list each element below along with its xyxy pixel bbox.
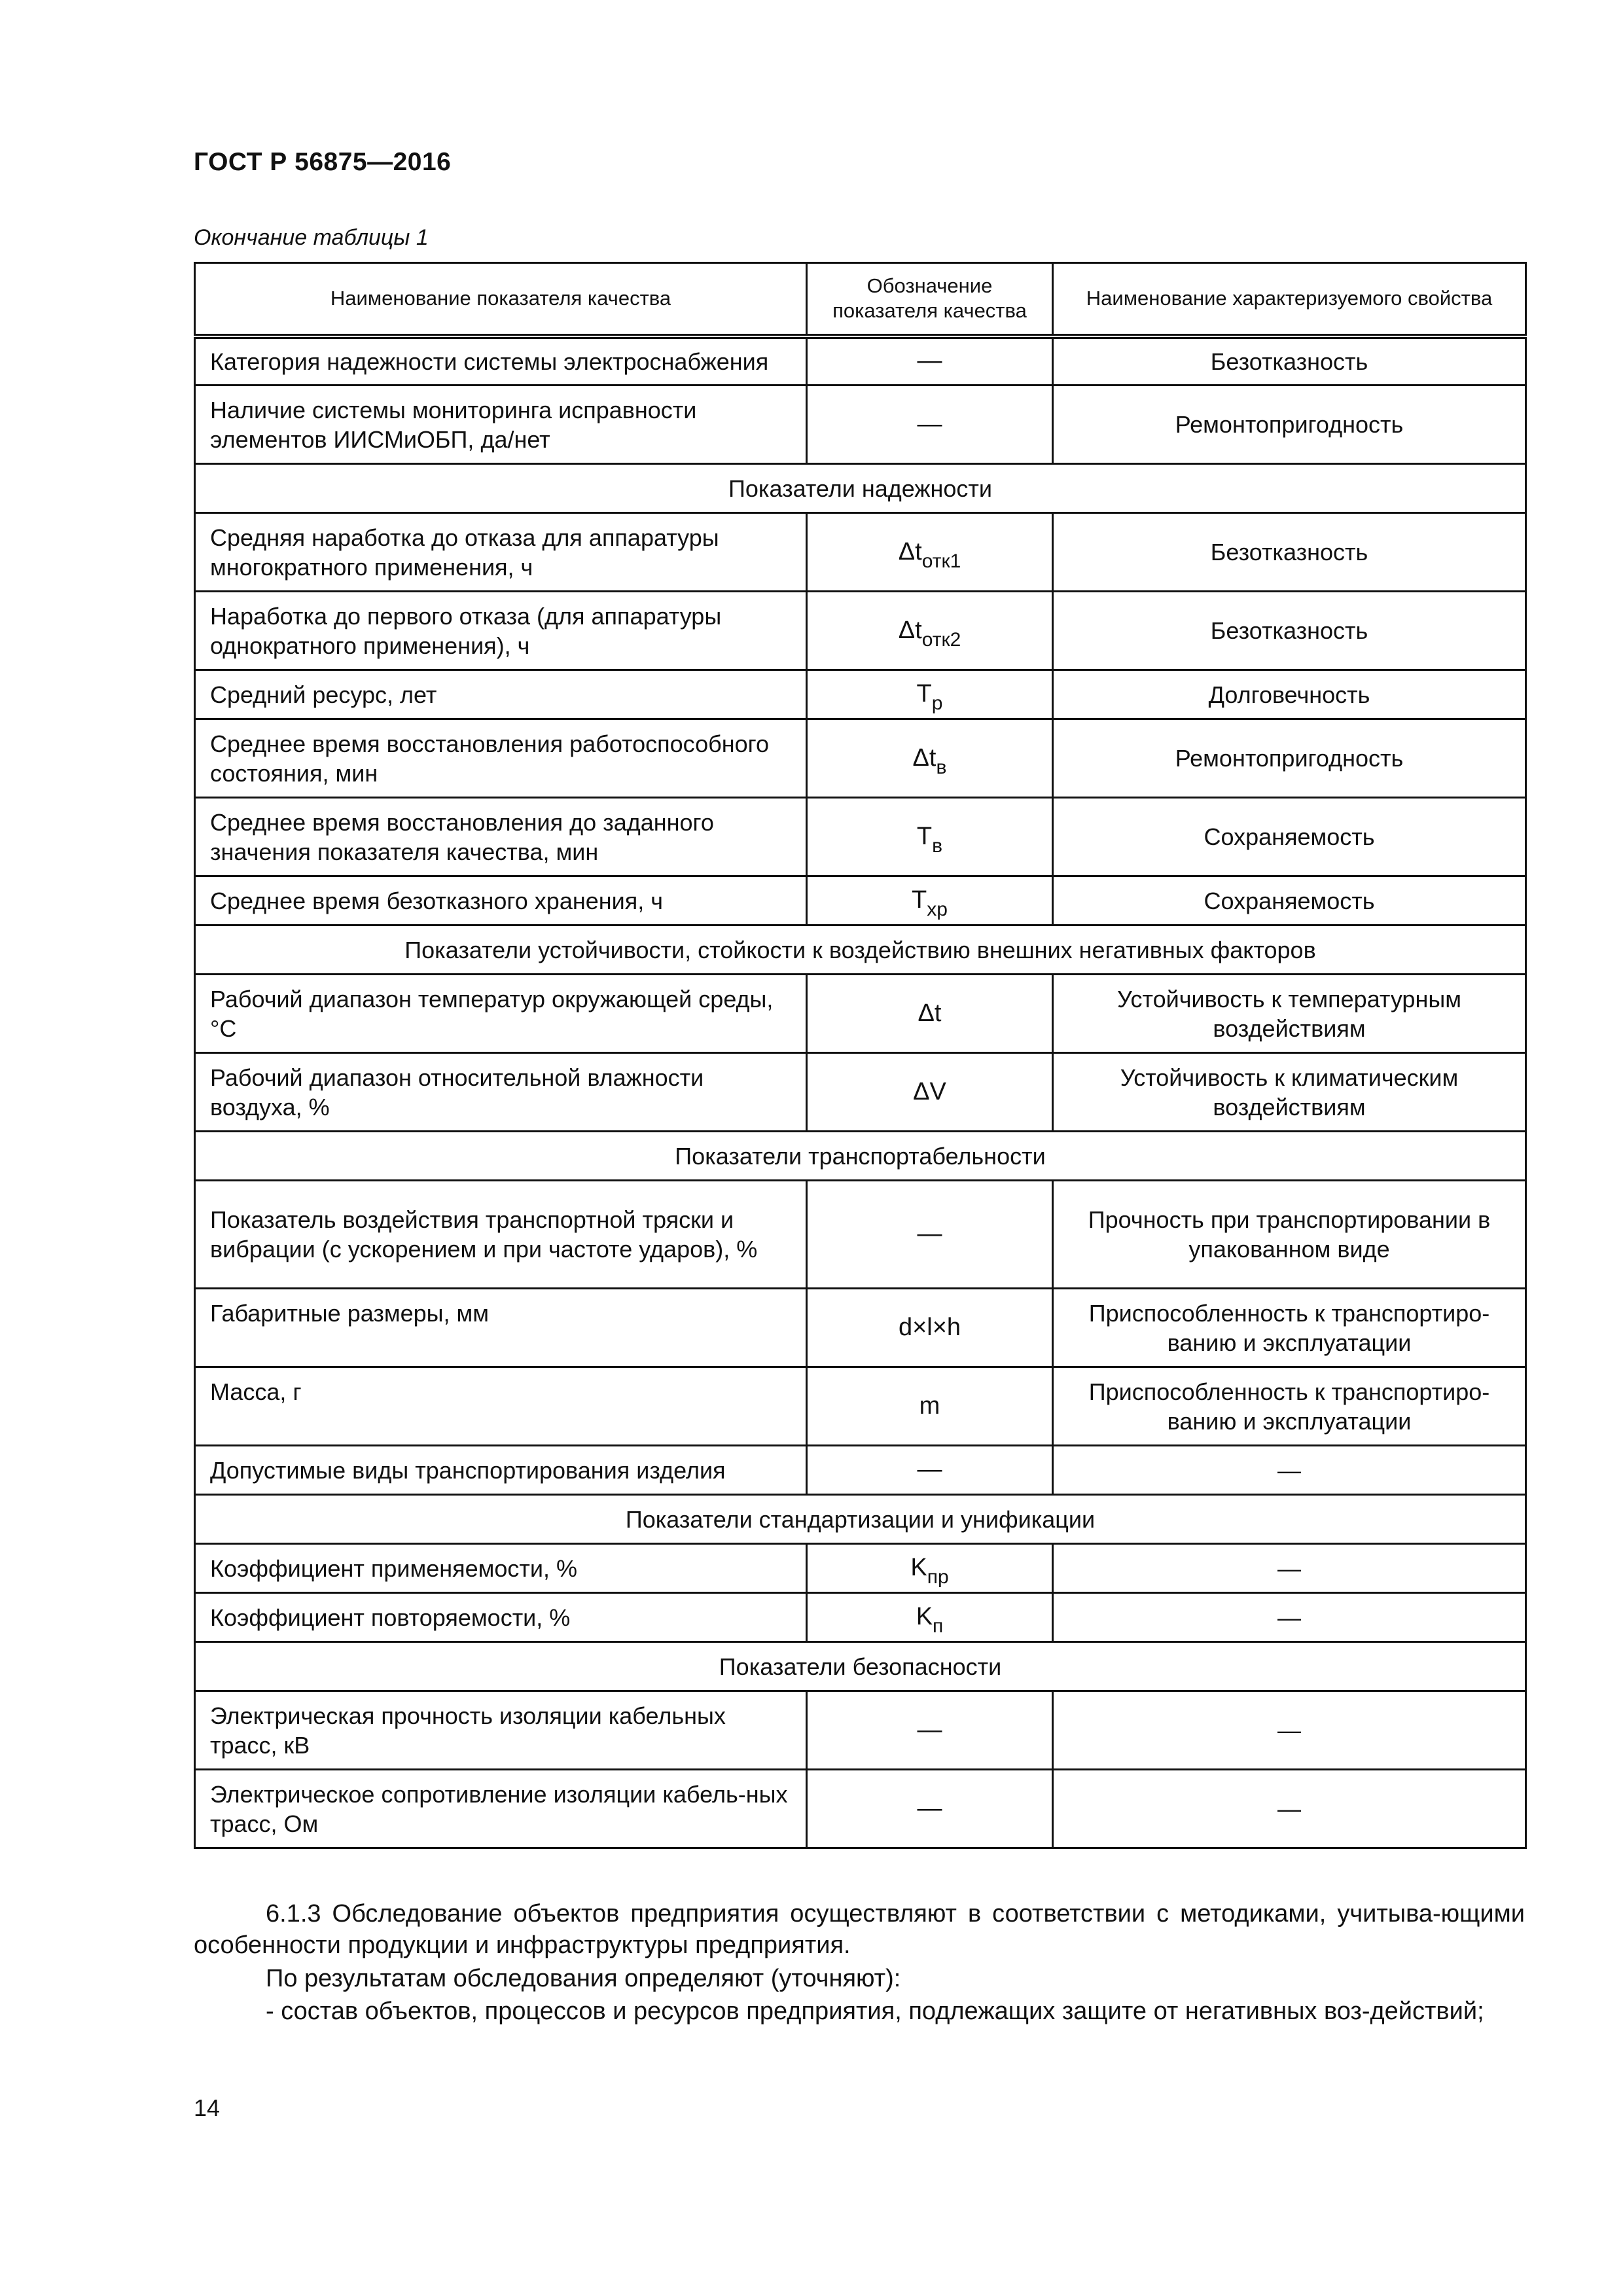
table-row xyxy=(195,1053,1526,1132)
section-title: Показатели транспортабельности xyxy=(195,1132,1526,1181)
row-name: Коэффициент применяемости, % xyxy=(195,1544,807,1593)
row-property: — xyxy=(1053,1593,1526,1642)
row-symbol: $\Delta t_{отк2}$ xyxy=(807,592,1053,670)
row-name: Габаритные размеры, мм xyxy=(195,1289,807,1367)
row-property: — xyxy=(1053,1691,1526,1770)
row-property: Безотказность xyxy=(1053,336,1526,386)
table-row xyxy=(195,1593,1526,1642)
row-symbol: $T_{хр}$ xyxy=(807,876,1053,925)
row-property: Приспособленность к транспортиро-ванию и эксплуатации xyxy=(1053,1367,1526,1446)
column-header-name: Наименование показателя качества xyxy=(195,263,807,336)
row-name: Электрическое сопротивление изоляции кабель-ных трасс, Ом xyxy=(195,1770,807,1848)
row-name: Показатель воздействия транспортной тряски и вибрации (с ускорением и при частоте ударов), % xyxy=(195,1181,807,1289)
table-row xyxy=(195,876,1526,925)
column-header-property: Наименование характеризуемого свойства xyxy=(1053,263,1526,336)
row-name: Масса, г xyxy=(195,1367,807,1446)
table-header-row xyxy=(195,263,1526,336)
row-name: Рабочий диапазон температур окружающей среды, °С xyxy=(195,975,807,1053)
row-property: — xyxy=(1053,1544,1526,1593)
table-row xyxy=(195,1289,1526,1367)
column-header-symbol: Обозначение показателя качества xyxy=(807,263,1053,336)
quality-indicators-table xyxy=(194,262,1527,1849)
section-title: Показатели стандартизации и унификации xyxy=(195,1495,1526,1544)
table-row xyxy=(195,1691,1526,1770)
row-name: Средняя наработка до отказа для аппаратуры многократного применения, ч xyxy=(195,513,807,592)
row-symbol: — xyxy=(807,336,1053,386)
row-property: Долговечность xyxy=(1053,670,1526,719)
page-number: 14 xyxy=(194,2094,221,2121)
section-title: Показатели устойчивости, стойкости к воздействию внешних негативных факторов xyxy=(195,925,1526,975)
row-symbol: — xyxy=(807,1691,1053,1770)
table-row xyxy=(195,798,1526,876)
table-section-row xyxy=(195,464,1526,513)
row-symbol: $\Delta t_{отк1}$ xyxy=(807,513,1053,592)
table-row xyxy=(195,719,1526,798)
row-property: Прочность при транспортировании в упакованном виде xyxy=(1053,1181,1526,1289)
row-symbol: d×l×h xyxy=(807,1289,1053,1367)
row-symbol: — xyxy=(807,1446,1053,1495)
row-property: Безотказность xyxy=(1053,592,1526,670)
table-row xyxy=(195,592,1526,670)
table-row xyxy=(195,670,1526,719)
row-property: — xyxy=(1053,1770,1526,1848)
row-property: Устойчивость к температурным воздействиям xyxy=(1053,975,1526,1053)
row-name: Коэффициент повторяемости, % xyxy=(195,1593,807,1642)
row-symbol: — xyxy=(807,1770,1053,1848)
row-name: Допустимые виды транспортирования изделия xyxy=(195,1446,807,1495)
row-property: — xyxy=(1053,1446,1526,1495)
row-name: Наработка до первого отказа (для аппаратуры однократного применения), ч xyxy=(195,592,807,670)
table-caption: Окончание таблицы 1 xyxy=(194,225,429,250)
row-name: Среднее время безотказного хранения, ч xyxy=(195,876,807,925)
row-symbol: $T_в$ xyxy=(807,798,1053,876)
table-row xyxy=(195,1446,1526,1495)
row-name: Наличие системы мониторинга исправности элементов ИИСМиОБП, да/нет xyxy=(195,386,807,464)
table-row xyxy=(195,1544,1526,1593)
row-name: Электрическая прочность изоляции кабельных трасс, кВ xyxy=(195,1691,807,1770)
paragraph-results: По результатам обследования определяют (уточняют): xyxy=(266,1965,901,1992)
row-name: Среднее время восстановления до заданного значения показателя качества, мин xyxy=(195,798,807,876)
row-property: Ремонтопригодность xyxy=(1053,386,1526,464)
row-property: Ремонтопригодность xyxy=(1053,719,1526,798)
row-property: Сохраняемость xyxy=(1053,876,1526,925)
row-symbol: $\Delta t_в$ xyxy=(807,719,1053,798)
table-section-row xyxy=(195,1642,1526,1691)
table-row xyxy=(195,336,1526,386)
section-title: Показатели безопасности xyxy=(195,1642,1526,1691)
table-row xyxy=(195,386,1526,464)
row-symbol: Δt xyxy=(807,975,1053,1053)
row-symbol: $T_р$ xyxy=(807,670,1053,719)
row-symbol: $K_{пр}$ xyxy=(807,1544,1053,1593)
row-property: Устойчивость к климатическим воздействиям xyxy=(1053,1053,1526,1132)
table-row xyxy=(195,1367,1526,1446)
document-header: ГОСТ Р 56875—2016 xyxy=(194,148,452,176)
table-section-row xyxy=(195,1132,1526,1181)
table-row xyxy=(195,1181,1526,1289)
row-symbol: — xyxy=(807,1181,1053,1289)
table-section-row xyxy=(195,925,1526,975)
table-row xyxy=(195,513,1526,592)
row-name: Среднее время восстановления работоспособного состояния, мин xyxy=(195,719,807,798)
paragraph-list-item: - состав объектов, процессов и ресурсов предприятия, подлежащих защите от негативных воз-действий; xyxy=(266,1998,1484,2025)
row-property: Сохраняемость xyxy=(1053,798,1526,876)
table-row xyxy=(195,1770,1526,1848)
row-name: Средний ресурс, лет xyxy=(195,670,807,719)
table-section-row xyxy=(195,1495,1526,1544)
row-property: Приспособленность к транспортиро-ванию и эксплуатации xyxy=(1053,1289,1526,1367)
row-property: Безотказность xyxy=(1053,513,1526,592)
row-symbol: ΔV xyxy=(807,1053,1053,1132)
row-name: Категория надежности системы электроснабжения xyxy=(195,336,807,386)
table-row xyxy=(195,975,1526,1053)
section-title: Показатели надежности xyxy=(195,464,1526,513)
paragraph-6-1-3: 6.1.3 Обследование объектов предприятия осуществляют в соответствии с методиками, учитыва-ющими особенности продукции и инфраструктуры предприятия. xyxy=(194,1900,1525,1959)
row-name: Рабочий диапазон относительной влажности воздуха, % xyxy=(195,1053,807,1132)
row-symbol: — xyxy=(807,386,1053,464)
row-symbol: m xyxy=(807,1367,1053,1446)
row-symbol: $K_п$ xyxy=(807,1593,1053,1642)
